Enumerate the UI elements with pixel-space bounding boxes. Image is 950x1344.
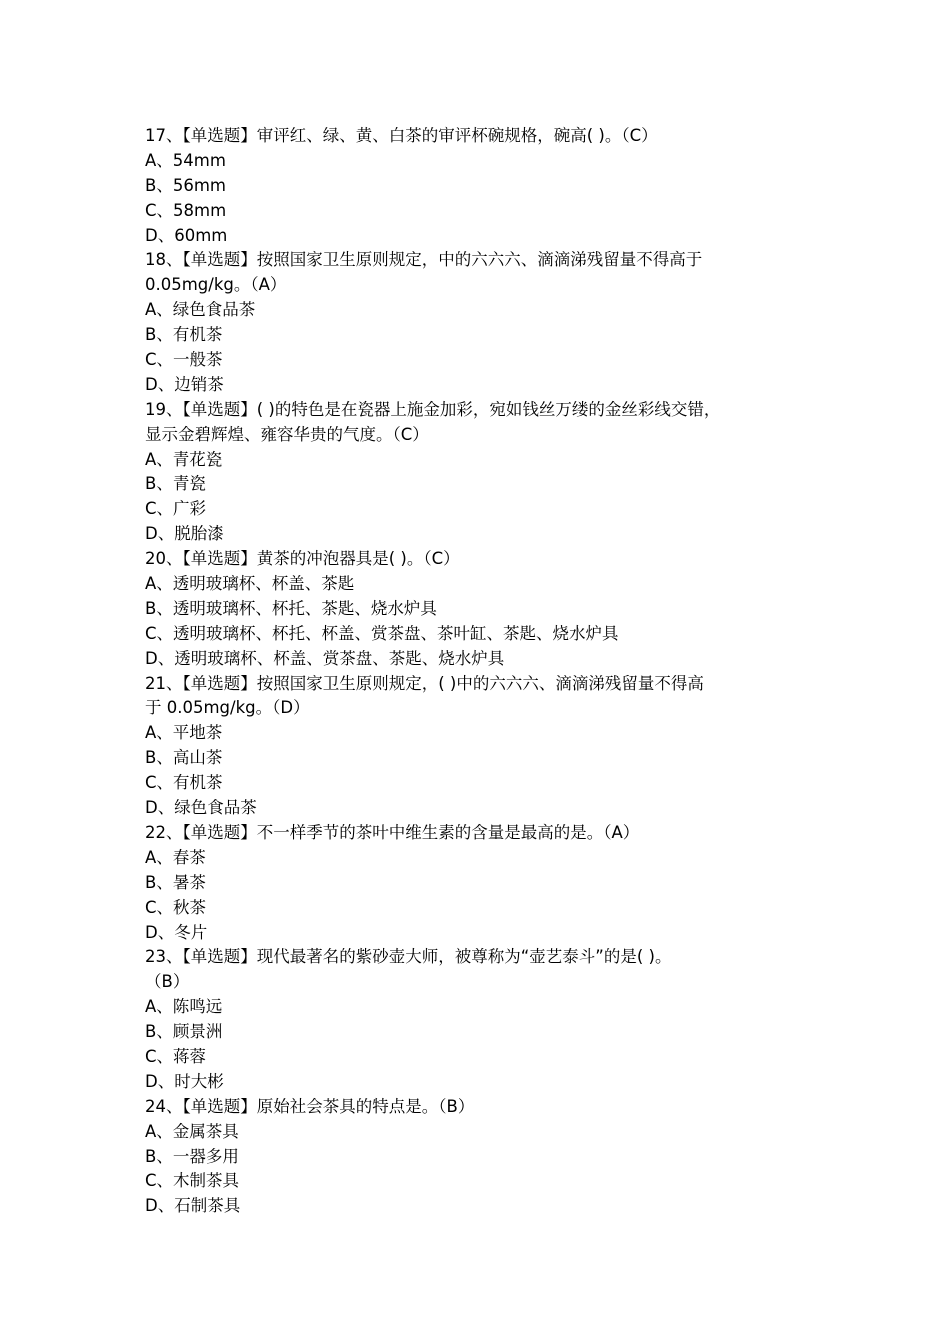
option-a: A、绿色食品茶: [145, 300, 256, 320]
option-c: C、透明玻璃杯、杯托、杯盖、赏茶盘、茶叶缸、茶匙、烧水炉具: [145, 623, 619, 643]
option-d: D、冬片: [145, 922, 208, 942]
option-b: B、一器多用: [145, 1146, 239, 1166]
question-text-continued: 显示金碧辉煌、雍容华贵的气度。（C）: [145, 424, 429, 444]
option-d: D、脱胎漆: [145, 524, 224, 544]
question-text: 17、【单选题】审评红、绿、黄、白茶的审评杯碗规格，碗高( )。（C）: [145, 126, 658, 145]
option-a: A、陈鸣远: [145, 997, 223, 1017]
option-b: B、56mm: [145, 175, 226, 195]
question-text: 19、【单选题】( )的特色是在瓷器上施金加彩，宛如钱丝万缕的金丝彩线交错，: [145, 399, 721, 419]
option-a: A、青花瓷: [145, 449, 223, 469]
option-c: C、有机茶: [145, 773, 223, 793]
option-a: A、平地茶: [145, 723, 223, 743]
option-c: C、58mm: [145, 200, 227, 220]
question-text-continued: 0.05mg/kg。（A）: [145, 275, 287, 295]
question-text-continued: （B）: [145, 972, 190, 992]
document-page: [145, 124, 825, 1219]
question-23: [145, 945, 825, 1094]
option-d: D、透明玻璃杯、杯盖、赏茶盘、茶匙、烧水炉具: [145, 648, 505, 668]
question-21: [145, 672, 825, 821]
question-text: 21、【单选题】按照国家卫生原则规定，( )中的六六六、滴滴涕残留量不得高: [145, 673, 704, 693]
option-a: A、54mm: [145, 150, 226, 170]
question-text: 23、【单选题】现代最著名的紫砂壶大师，被尊称为“壶艺泰斗”的是( )。: [145, 947, 672, 967]
option-b: B、透明玻璃杯、杯托、茶匙、烧水炉具: [145, 598, 437, 618]
question-text: 18、【单选题】按照国家卫生原则规定，中的六六六、滴滴涕残留量不得高于: [145, 250, 703, 270]
option-b: B、高山茶: [145, 748, 223, 768]
question-17: [145, 124, 825, 248]
option-c: C、木制茶具: [145, 1171, 240, 1191]
question-22: [145, 821, 825, 945]
question-text: 20、【单选题】黄茶的冲泡器具是( )。（C）: [145, 549, 460, 569]
option-d: D、时大彬: [145, 1071, 224, 1091]
option-d: D、绿色食品茶: [145, 798, 257, 818]
option-a: A、透明玻璃杯、杯盖、茶匙: [145, 574, 355, 594]
option-b: B、顾景洲: [145, 1022, 223, 1042]
option-b: B、有机茶: [145, 325, 223, 345]
option-c: C、一般茶: [145, 350, 223, 370]
option-d: D、石制茶具: [145, 1196, 241, 1216]
question-text-continued: 于 0.05mg/kg。（D）: [145, 698, 310, 718]
question-18: [145, 248, 825, 397]
option-c: C、秋茶: [145, 897, 207, 917]
option-c: C、广彩: [145, 499, 207, 519]
option-b: B、青瓷: [145, 474, 206, 494]
option-b: B、暑茶: [145, 872, 206, 892]
option-a: A、金属茶具: [145, 1121, 239, 1141]
question-text: 24、【单选题】原始社会茶具的特点是。（B）: [145, 1096, 475, 1116]
option-d: D、60mm: [145, 225, 228, 245]
option-a: A、春茶: [145, 847, 206, 867]
question-19: [145, 398, 825, 547]
option-d: D、边销茶: [145, 374, 224, 394]
question-text: 22、【单选题】不一样季节的茶叶中维生素的含量是最高的是。（A）: [145, 822, 640, 842]
option-c: C、蒋蓉: [145, 1046, 207, 1066]
question-24: [145, 1095, 825, 1219]
question-20: [145, 547, 825, 671]
